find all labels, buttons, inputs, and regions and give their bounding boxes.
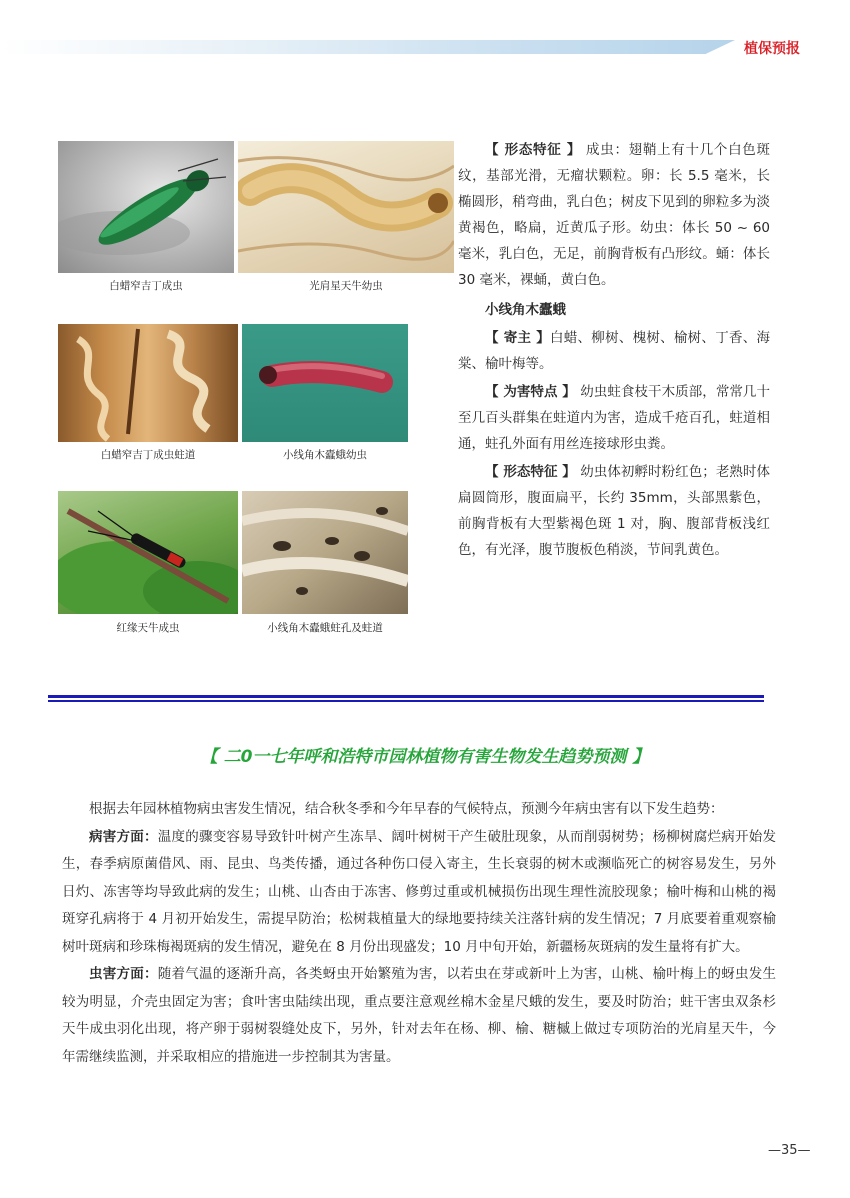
photo-red-margined-longhorn-adult — [58, 491, 238, 614]
photo-carpenterworm-galleries — [242, 491, 408, 614]
paragraph-text: 幼虫蛀食枝干木质部，常常几十至几百头群集在蛀道内为害，造成千疮百孔，蛀道相通，蛀孔外面有用丝连接球形虫粪。 — [458, 384, 770, 452]
pest-paragraph — [62, 961, 776, 1071]
header-band — [0, 40, 735, 54]
figure-caption: 小线角木蠹蛾幼虫 — [283, 449, 367, 461]
paragraph — [458, 325, 770, 377]
paragraph-text: 成虫：翅鞘上有十几个白色斑纹，基部光滑，无瘤状颗粒。卵：长 5.5 毫米，长椭圆形，稍弯曲，乳白色；树皮下见到的卵粒多为淡黄褐色，略扁，近黄瓜子形。幼虫：体长 50 ~ 60 毫米，乳白色，无足，前胸背板有凸形纹。蛹：体长 30 毫米，裸蛹，黄白色。 — [458, 142, 770, 288]
section-label: 【 寄主 】 — [485, 330, 550, 346]
figure-caption: 白蜡窄吉丁成虫 — [109, 280, 183, 292]
pest-label: 虫害方面： — [89, 966, 158, 982]
disease-label: 病害方面： — [89, 828, 158, 845]
right-column-text — [458, 137, 770, 563]
subheading: 小线角木蠹蛾 — [485, 302, 566, 318]
photo-carpenterworm-larva — [242, 324, 408, 442]
figure-caption: 红缘天牛成虫 — [116, 622, 180, 634]
figure-caption: 小线角木蠹蛾蛀孔及蛀道 — [267, 622, 383, 634]
paragraph — [458, 459, 770, 563]
photo-emerald-ash-borer-galleries — [58, 324, 238, 442]
figure-caption: 光肩星天牛幼虫 — [309, 280, 383, 292]
paragraph-text: 白蜡、柳树、槐树、榆树、丁香、海棠、榆叶梅等。 — [458, 330, 770, 372]
forecast-body — [62, 796, 776, 1071]
section-label: 【 形态特征 】 — [485, 142, 582, 158]
disease-paragraph — [62, 824, 776, 962]
section-label: 【 形态特征 】 — [485, 464, 576, 480]
figure-caption: 白蜡窄吉丁成虫蛀道 — [100, 449, 196, 461]
pest-text: 随着气温的逐渐升高，各类蚜虫开始繁殖为害，以若虫在芽或新叶上为害，山桃、榆叶梅上的蚜虫发生较为明显，介壳虫固定为害；食叶害虫陆续出现，重点要注意观丝棉木金星尺蛾的发生，要及时防治；蛀干害虫双条杉天牛成虫羽化出现，将产卵于弱树裂缝处皮下，另外，针对去年在杨、柳、榆、糖槭上做过专项防治的光肩星天牛，今年需继续监测，并采取相应的措施进一步控制其为害量。 — [62, 966, 777, 1065]
section-title: 【 二0一七年呼和浩特市园林植物有害生物发生趋势预测 】 — [200, 747, 650, 767]
header-title: 植保预报 — [744, 41, 800, 57]
paragraph — [458, 379, 770, 457]
page-number: —35— — [768, 1143, 811, 1158]
photo-emerald-ash-borer-adult — [58, 141, 234, 273]
photo-longhorn-beetle-larva — [238, 141, 454, 273]
paragraph — [458, 137, 770, 293]
intro-paragraph: 根据去年园林植物病虫害发生情况，结合秋冬季和今年早春的气候特点，预测今年病虫害有以下发生趋势： — [89, 801, 724, 817]
section-divider — [48, 695, 764, 702]
disease-text: 温度的骤变容易导致针叶树产生冻旱、阔叶树树干产生破肚现象，从而削弱树势；杨柳树腐烂病开始发生，春季病原菌借风、雨、昆虫、鸟类传播，通过各种伤口侵入寄主，生长衰弱的树木或濒临死亡的树容易发生，另外日灼、冻害等均导致此病的发生；山桃、山杏由于冻害、修剪过重或机械损伤出现生理性流胶现象；榆叶梅和山桃的褐斑穿孔病将于 4 月初开始发生，需提早防治；松树栽植量大的绿地要持续关注落针病的发生情况；7 月底要着重观察榆树叶斑病和珍珠梅褐斑病的发生情况，避免在 8 月份出现盛发；10 月中旬开始，新疆杨灰斑病的发生量将有扩大。 — [62, 828, 777, 955]
paragraph-text: 幼虫体初孵时粉红色；老熟时体扁圆筒形，腹面扁平，长约 35mm，头部黑紫色，前胸背板有大型紫褐色斑 1 对，胸、腹部背板浅红色，有光泽，腹节腹板色稍淡，节间乳黄色。 — [458, 464, 770, 558]
section-label: 【 为害特点 】 — [485, 384, 576, 400]
